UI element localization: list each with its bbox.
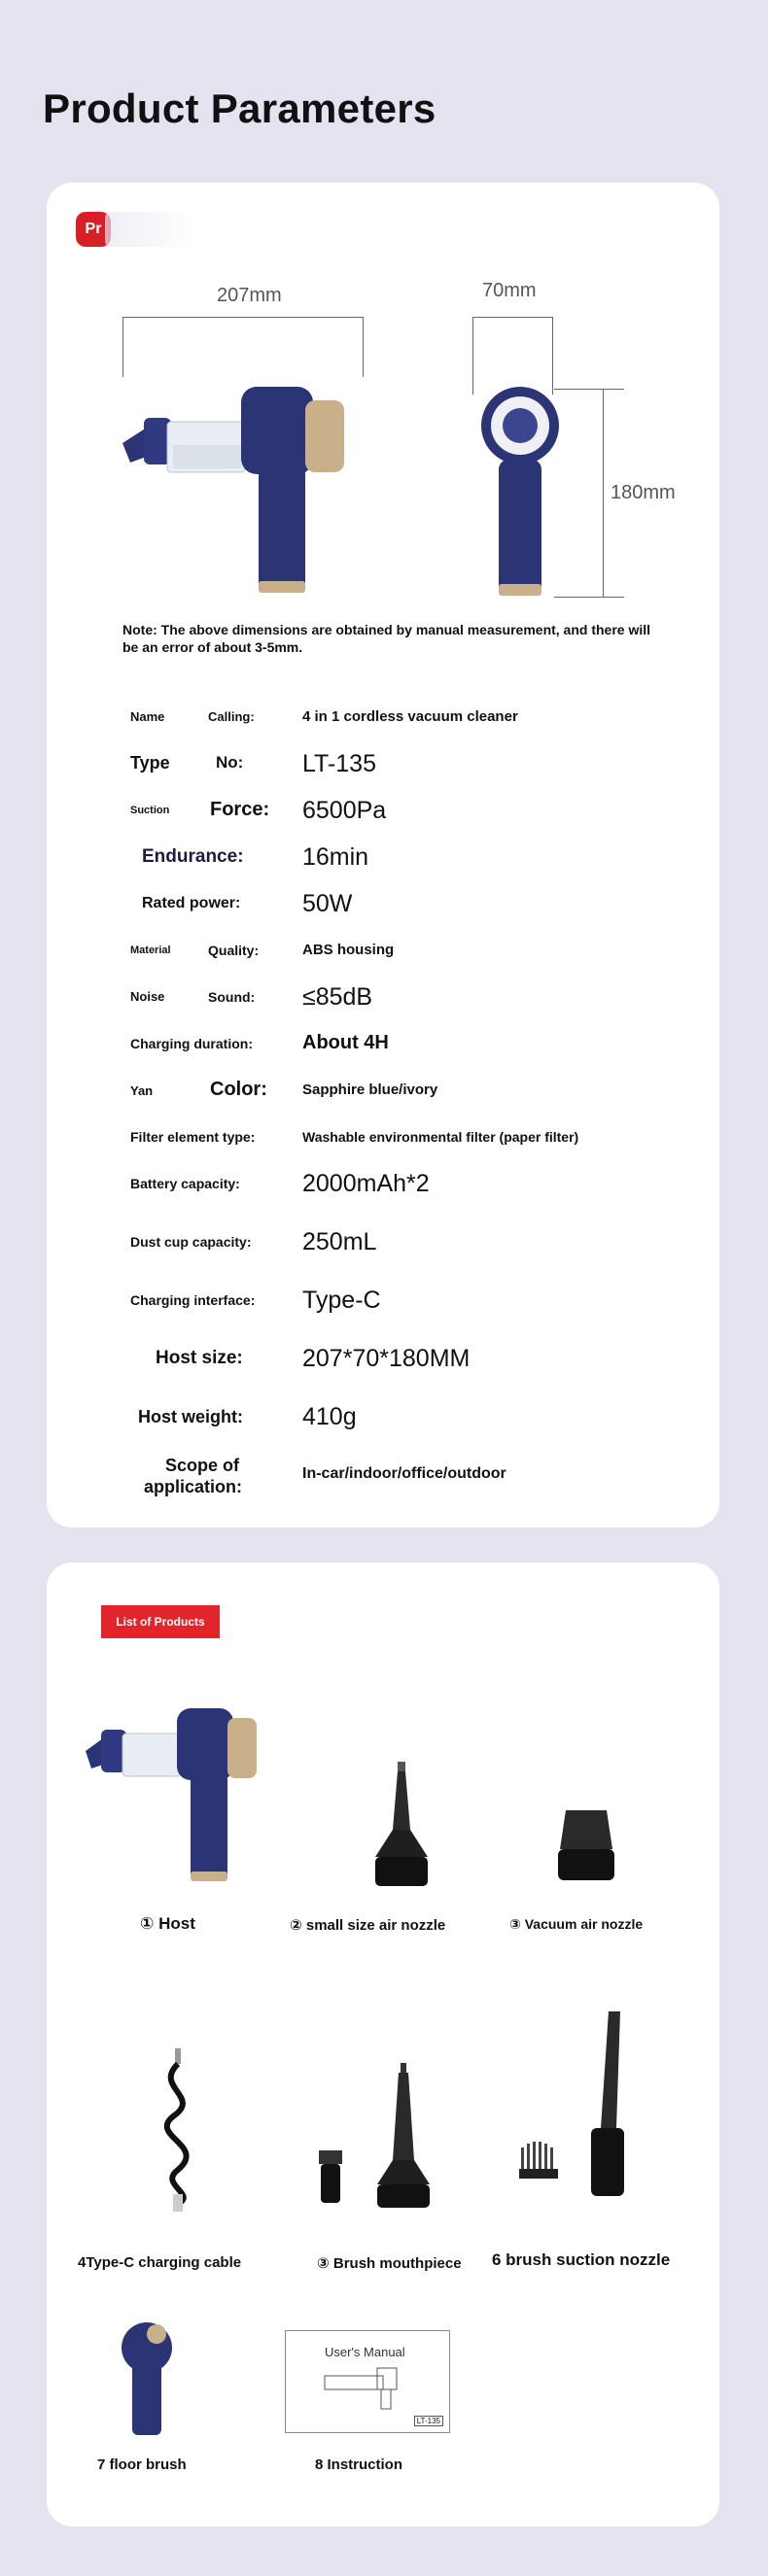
page-title: Product Parameters — [43, 86, 436, 131]
spec-value: 4 in 1 cordless vacuum cleaner — [302, 708, 518, 725]
brush-mouthpiece-image — [317, 2063, 453, 2209]
brush-suction-nozzle-image — [519, 2011, 636, 2206]
spec-value: 16min — [302, 843, 369, 871]
spec-value: Type-C — [302, 1287, 381, 1314]
spec-value: ≤85dB — [302, 983, 373, 1011]
product-caption: ② small size air nozzle — [290, 1917, 446, 1934]
spec-label: Quality: — [208, 943, 260, 958]
spec-label: Battery capacity: — [130, 1176, 240, 1191]
spec-row — [47, 1222, 719, 1261]
spec-label: Charging duration: — [130, 1036, 253, 1051]
spec-label: Yan — [130, 1083, 154, 1098]
spec-label: Charging interface: — [130, 1292, 256, 1308]
spec-value: About 4H — [302, 1032, 389, 1053]
spec-label: Calling: — [208, 709, 255, 724]
spec-value: ABS housing — [302, 942, 395, 958]
product-caption: 4Type-C charging cable — [78, 2254, 242, 2271]
measurement-note: Note: The above dimensions are obtained by manual measurement, and there will be an error of about 3-5mm. — [122, 622, 651, 655]
spec-label: Dust cup capacity: — [130, 1234, 252, 1250]
spec-label: application: — [144, 1477, 243, 1496]
length-label: 207mm — [217, 285, 282, 306]
spec-row — [47, 1164, 719, 1203]
spec-value: LT-135 — [302, 750, 376, 777]
spec-row — [47, 1452, 719, 1506]
product-caption: 7 floor brush — [97, 2456, 187, 2473]
spec-row — [47, 978, 719, 1016]
spec-label: Endurance: — [142, 846, 244, 867]
product-list-card — [47, 1563, 719, 2526]
brand-badge: Pr — [76, 212, 111, 247]
spec-row — [47, 791, 719, 830]
spec-row — [47, 1117, 719, 1156]
spec-label: Scope of — [165, 1456, 240, 1475]
manual-title: User's Manual — [325, 2345, 405, 2359]
spec-row — [47, 1281, 719, 1320]
spec-value: 6500Pa — [302, 797, 387, 824]
badge-decoration — [105, 212, 192, 247]
spec-label: Sound: — [208, 989, 256, 1005]
spec-label: Rated power: — [142, 895, 241, 911]
spec-value: 410g — [302, 1403, 357, 1430]
spec-value: 207*70*180MM — [302, 1345, 471, 1372]
spec-value: Sapphire blue/ivory — [302, 1082, 438, 1098]
product-caption: ① Host — [140, 1914, 195, 1933]
product-caption: 6 brush suction nozzle — [492, 2250, 671, 2269]
product-caption: ③ Brush mouthpiece — [317, 2255, 462, 2272]
spec-value: 250mL — [302, 1228, 377, 1255]
spec-label: Color: — [210, 1079, 267, 1100]
spec-value: In-car/indoor/office/outdoor — [302, 1465, 506, 1482]
spec-row — [47, 698, 719, 737]
spec-row — [47, 1024, 719, 1063]
spec-row — [47, 931, 719, 970]
width-label: 70mm — [482, 280, 537, 301]
vacuum-front-image — [479, 382, 567, 605]
spec-row — [47, 744, 719, 783]
manual-model-badge: LT-135 — [414, 2416, 443, 2426]
list-of-products-tag: List of Products — [101, 1605, 220, 1638]
spec-row — [47, 1071, 719, 1110]
spec-row — [47, 1397, 719, 1436]
spec-label: Filter element type: — [130, 1129, 256, 1145]
instruction-manual-image — [285, 2330, 450, 2433]
spec-label: Host weight: — [138, 1407, 243, 1426]
spec-label: Host size: — [156, 1348, 243, 1368]
spec-label: No: — [216, 753, 244, 772]
manual-vacuum-icon — [325, 2366, 412, 2411]
spec-value: 2000mAh*2 — [302, 1170, 430, 1197]
small-air-nozzle-image — [367, 1762, 436, 1888]
height-label: 180mm — [611, 482, 676, 503]
spec-label: Name — [130, 709, 165, 724]
vacuum-air-nozzle-image — [552, 1810, 620, 1888]
vacuum-side-image — [122, 387, 414, 610]
charging-cable-image — [144, 2048, 212, 2214]
spec-label: Force: — [210, 799, 270, 820]
floor-brush-image — [113, 2318, 181, 2435]
product-caption: 8 Instruction — [315, 2456, 403, 2473]
spec-value: 50W — [302, 890, 353, 917]
spec-label: Type — [130, 753, 170, 773]
length-line — [122, 317, 363, 318]
spec-row — [47, 884, 719, 923]
parameters-card — [47, 183, 719, 1528]
spec-label: Suction — [130, 805, 170, 816]
spec-value: Washable environmental filter (paper filter) — [302, 1129, 579, 1145]
host-image — [86, 1708, 290, 1893]
spec-row — [47, 1339, 719, 1378]
spec-label: Noise — [130, 989, 165, 1004]
spec-label: Material — [130, 945, 171, 956]
width-line — [472, 317, 552, 318]
product-caption: ③ Vacuum air nozzle — [509, 1916, 644, 1932]
spec-row — [47, 838, 719, 876]
